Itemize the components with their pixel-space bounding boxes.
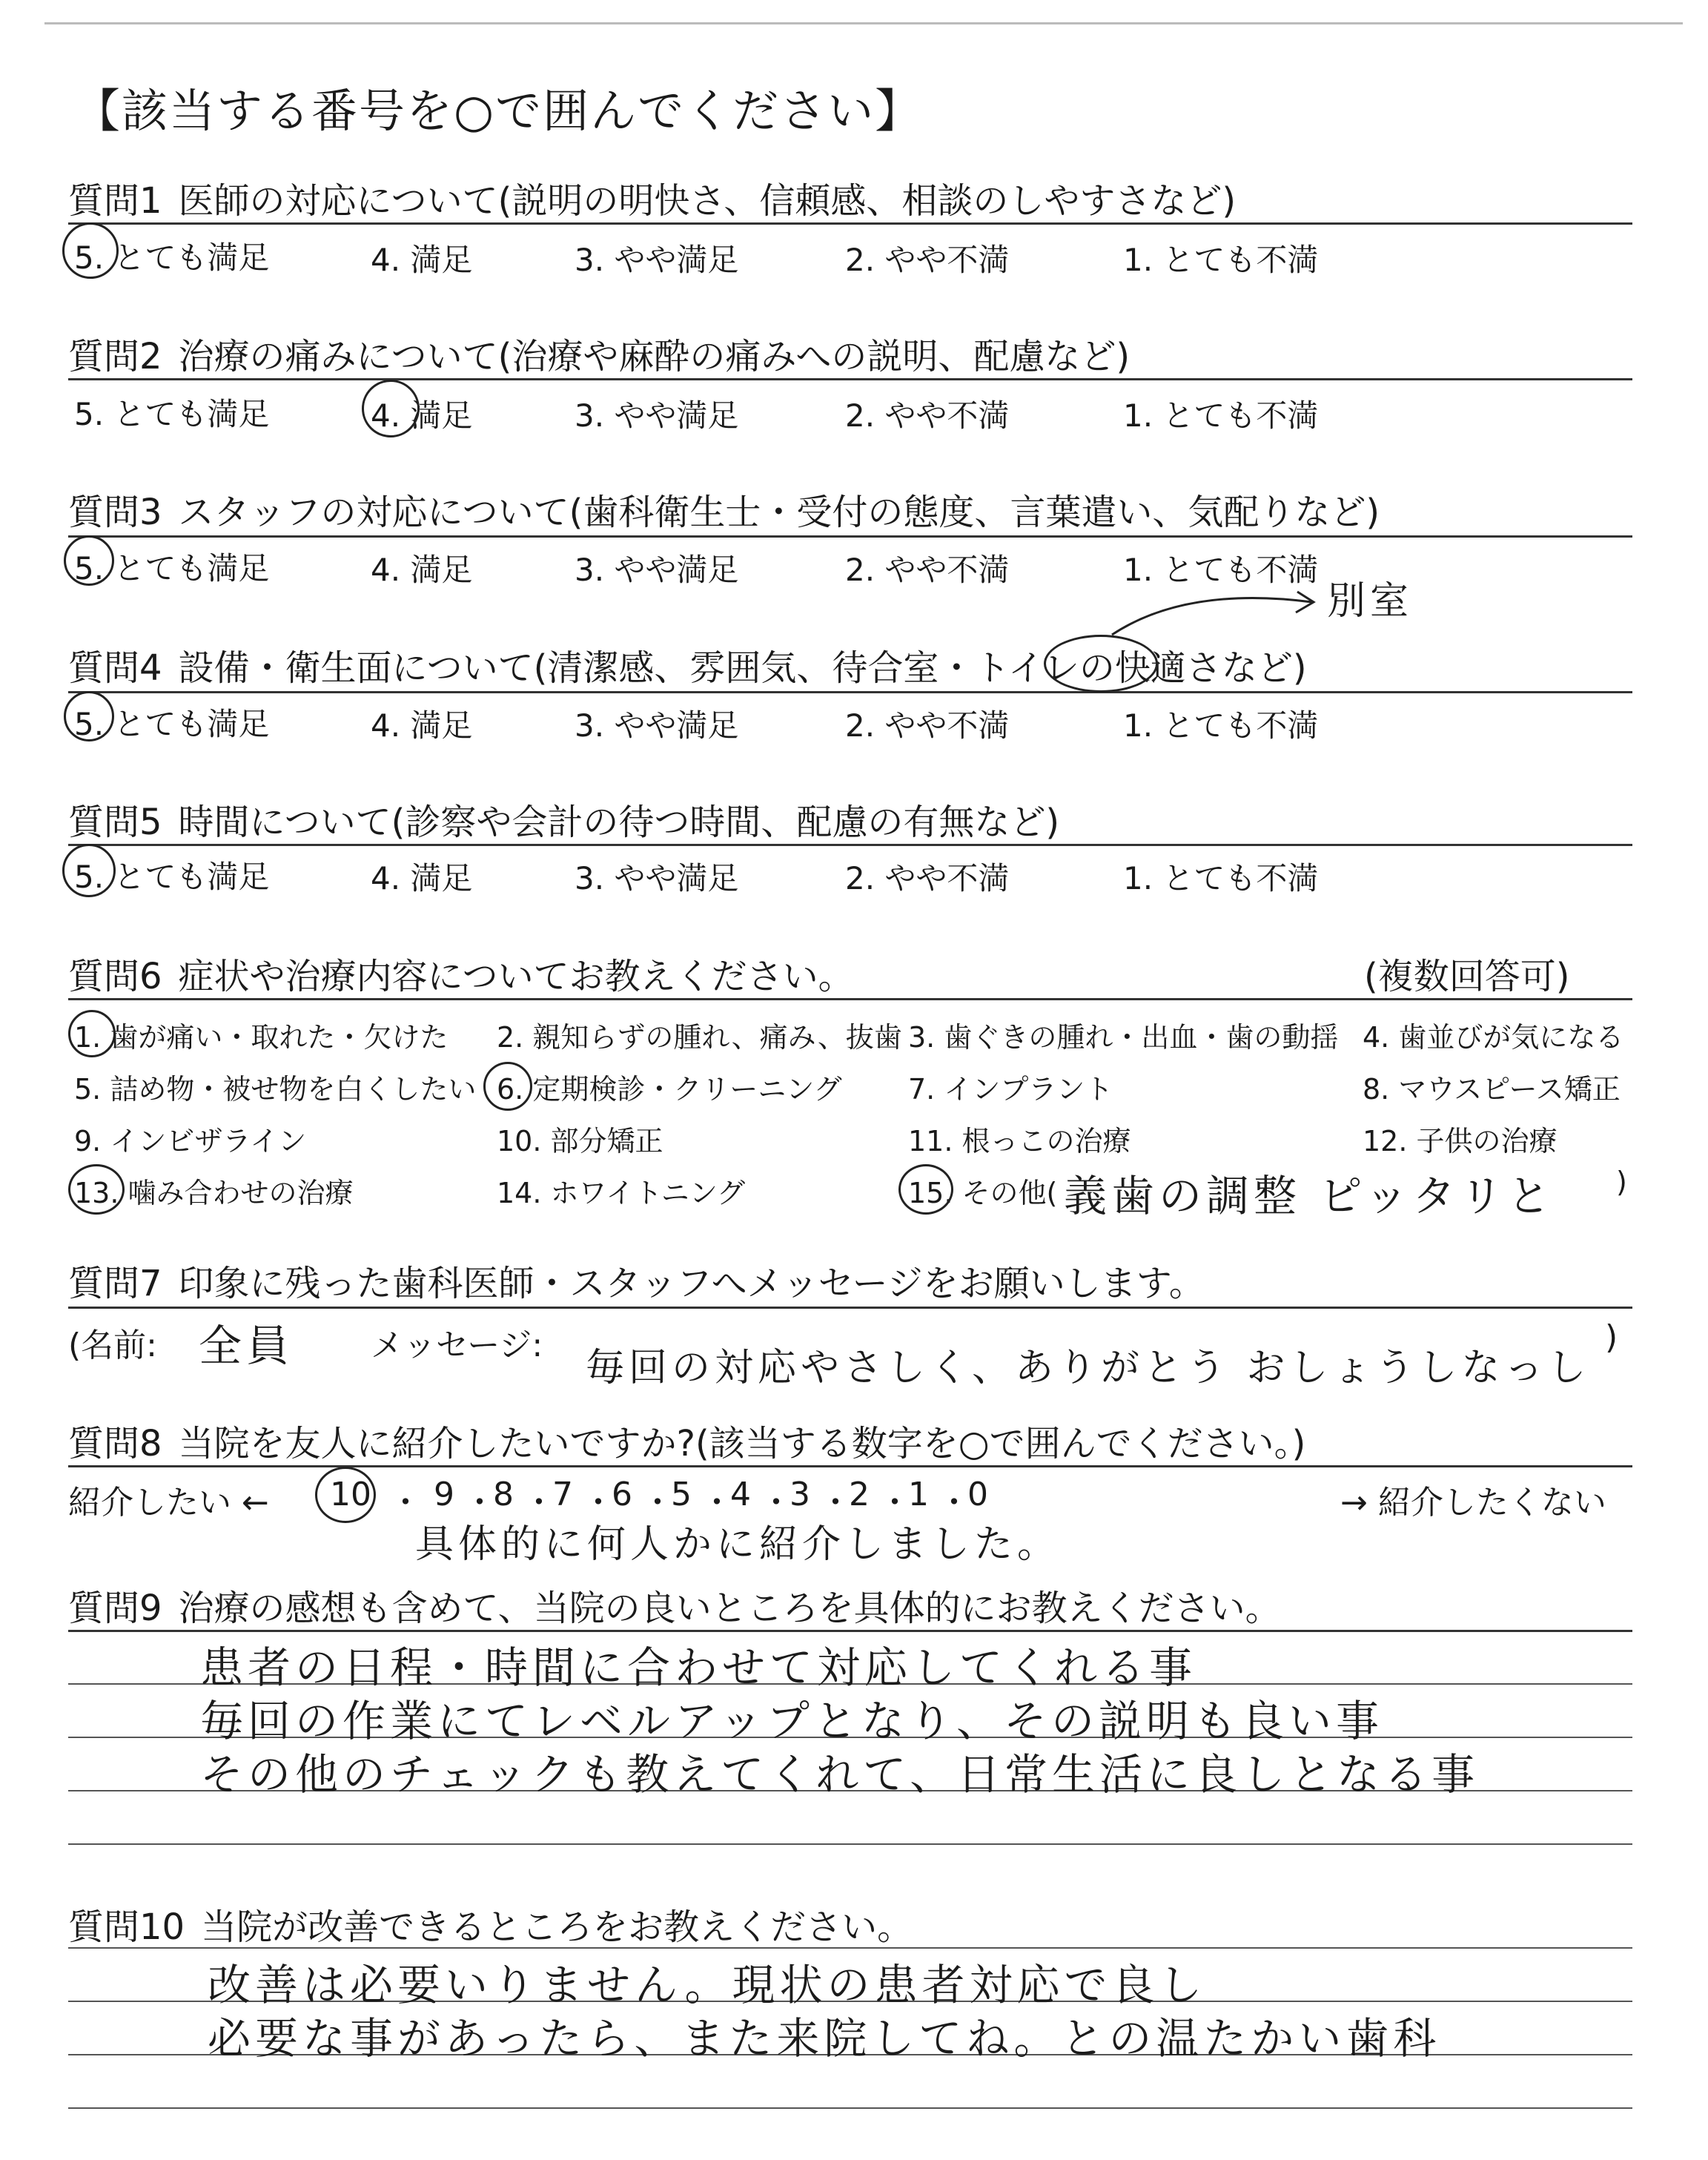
q3-option-3[interactable]: 3. やや満足 — [575, 552, 739, 588]
q8-scale-0[interactable]: 0 — [967, 1476, 988, 1513]
question-5-rule — [68, 844, 1632, 846]
question-3-text: スタッフの対応について(歯科衛生士・受付の態度、言葉遣い、気配りなど) — [178, 492, 1380, 533]
q3-option-2[interactable]: 2. やや不満 — [845, 552, 1010, 588]
q6-item-8[interactable]: 8. マウスピース矯正 — [1363, 1073, 1621, 1106]
q7-name-label: (名前: — [68, 1327, 157, 1364]
q2-option-5[interactable]: 5. とても満足 — [74, 396, 270, 432]
question-8-header — [68, 1415, 1305, 1466]
q9-answer-line-1: 患者の日程・時間に合わせて対応してくれる事 — [200, 1642, 1197, 1693]
q5-selected-circle — [62, 844, 116, 897]
question-6-text: 症状や治療内容についてお教えください。 — [178, 956, 854, 997]
question-10-number: 質問10 — [68, 1906, 185, 1948]
q8-scale-10[interactable]: 10 — [330, 1476, 371, 1513]
q6-item-9[interactable]: 9. インビザライン — [74, 1125, 307, 1157]
q8-scale-4[interactable]: 4 — [730, 1476, 751, 1513]
question-7-header — [68, 1255, 1205, 1306]
q4-option-5[interactable]: 5. とても満足 — [74, 706, 270, 742]
q4-selected-circle — [64, 691, 114, 742]
q8-scale-sep: ・ — [938, 1484, 970, 1522]
q8-scale-6[interactable]: 6 — [612, 1476, 632, 1513]
question-5-text: 時間について(診察や会計の待つ時間、配慮の有無など) — [178, 802, 1060, 843]
question-7-rule — [68, 1307, 1632, 1309]
q6-item-6[interactable]: 6. 定期検診・クリーニング — [497, 1073, 842, 1106]
q6-item-12[interactable]: 12. 子供の治療 — [1363, 1125, 1558, 1157]
q8-scale-sep: ・ — [463, 1484, 496, 1522]
q6-item-2[interactable]: 2. 親知らずの腫れ、痛み、抜歯 — [497, 1021, 902, 1054]
q6-item-3[interactable]: 3. 歯ぐきの腫れ・出血・歯の動揺 — [908, 1021, 1339, 1054]
q6-other-answer: 義歯の調整 ピッタリと — [1064, 1171, 1555, 1221]
q9-answer-line-2: 毎回の作業にてレベルアップとなり、その説明も良い事 — [200, 1696, 1383, 1746]
q8-scale-sep: ・ — [760, 1484, 792, 1522]
q6-item-1[interactable]: 1. 歯が痛い・取れた・欠けた — [74, 1021, 448, 1054]
q6-item-10[interactable]: 10. 部分矯正 — [497, 1125, 663, 1157]
q6-selected-circle-1 — [68, 1010, 116, 1057]
question-1-number: 質問1 — [68, 180, 162, 222]
q10-answer-line — [68, 2107, 1632, 2109]
question-7-text: 印象に残った歯科医師・スタッフへメッセージをお願いします。 — [178, 1263, 1205, 1304]
q8-scale-7[interactable]: 7 — [552, 1476, 573, 1513]
q5-option-4[interactable]: 4. 満足 — [371, 860, 473, 896]
q6-item-7[interactable]: 7. インプラント — [908, 1073, 1113, 1106]
q6-item-5[interactable]: 5. 詰め物・被せ物を白くしたい — [74, 1073, 477, 1106]
q4-handwritten-note: 別室 — [1327, 579, 1414, 624]
q5-option-1[interactable]: 1. とても不満 — [1123, 860, 1319, 896]
q3-option-5[interactable]: 5. とても満足 — [74, 550, 270, 587]
question-1-text: 医師の対応について(説明の明快さ、信頼感、相談のしやすさなど) — [178, 180, 1237, 222]
question-9-header — [68, 1579, 1281, 1631]
q2-option-4[interactable]: 4. 満足 — [371, 397, 473, 434]
q8-right-label: → 紹介したくない — [1340, 1484, 1606, 1522]
q9-answer-line — [68, 1843, 1632, 1845]
q6-selected-circle-15 — [898, 1164, 953, 1215]
q7-message-value: 毎回の対応やさしく、ありがとう おしょうしなっし — [586, 1346, 1591, 1390]
q7-message-label: メッセージ: — [371, 1327, 543, 1364]
question-3-number: 質問3 — [68, 492, 162, 533]
q3-option-4[interactable]: 4. 満足 — [371, 552, 473, 588]
question-6-multi-note: (複数回答可) — [1364, 956, 1570, 997]
q5-option-2[interactable]: 2. やや不満 — [845, 860, 1010, 896]
page-title: 【該当する番号を○で囲んでください】 — [74, 84, 923, 138]
q8-scale-sep: ・ — [878, 1484, 911, 1522]
q3-option-1[interactable]: 1. とても不満 — [1123, 552, 1319, 588]
question-7-number: 質問7 — [68, 1263, 162, 1304]
q2-option-2[interactable]: 2. やや不満 — [845, 397, 1010, 434]
q6-item-4[interactable]: 4. 歯並びが気になる — [1363, 1021, 1624, 1054]
question-8-rule — [68, 1465, 1632, 1467]
q7-close-paren: ) — [1605, 1318, 1618, 1356]
q2-option-1[interactable]: 1. とても不満 — [1123, 397, 1319, 434]
question-6-number: 質問6 — [68, 956, 162, 997]
question-6-header — [68, 948, 854, 999]
question-9-number: 質問9 — [68, 1588, 162, 1629]
q6-other-close: ) — [1616, 1166, 1627, 1198]
q8-selected-circle — [315, 1467, 376, 1523]
q9-answer-line-3: その他のチェックも教えてくれて、日常生活に良しとなる事 — [200, 1749, 1480, 1800]
q6-item-13[interactable]: 13. 噛み合わせの治療 — [74, 1177, 354, 1209]
q1-option-5[interactable]: 5. とても満足 — [74, 240, 270, 276]
q1-option-4[interactable]: 4. 満足 — [371, 242, 473, 278]
q8-scale-sep: ・ — [582, 1484, 615, 1522]
q8-scale-3[interactable]: 3 — [790, 1476, 810, 1513]
question-4-number: 質問4 — [68, 647, 162, 689]
question-5-header — [68, 793, 1059, 845]
question-9-text: 治療の感想も含めて、当院の良いところを具体的にお教えください。 — [178, 1588, 1281, 1629]
question-2-text: 治療の痛みについて(治療や麻酔の痛みへの説明、配慮など) — [178, 336, 1131, 377]
q8-scale-2[interactable]: 2 — [849, 1476, 870, 1513]
q6-item-15[interactable]: 15. その他( — [908, 1177, 1058, 1209]
q5-option-5[interactable]: 5. とても満足 — [74, 859, 270, 895]
question-2-number: 質問2 — [68, 336, 162, 377]
q10-answer-line — [68, 1947, 1632, 1949]
q8-left-label: 紹介したい ← — [68, 1484, 269, 1522]
question-10-header — [68, 1898, 913, 1949]
q8-scale-sep: ・ — [523, 1484, 555, 1522]
q8-scale-sep: ・ — [389, 1484, 422, 1522]
q10-answer-line-1: 改善は必要いりません。現状の患者対応で良し — [208, 1960, 1207, 2010]
q8-scale-1[interactable]: 1 — [908, 1476, 929, 1513]
question-4-text: 設備・衛生面について(清潔感、雰囲気、待合室・トイレの快適さなど) — [178, 647, 1307, 689]
q8-comment: 具体的に何人かに紹介しました。 — [415, 1522, 1061, 1567]
q1-option-2[interactable]: 2. やや不満 — [845, 242, 1010, 278]
q8-scale-sep: ・ — [819, 1484, 852, 1522]
question-6-rule — [68, 998, 1632, 1000]
question-8-text: 当院を友人に紹介したいですか?(該当する数字を○で囲んでください。) — [178, 1423, 1306, 1464]
q6-selected-circle-13 — [68, 1164, 125, 1215]
q8-scale-sep: ・ — [641, 1484, 674, 1522]
q5-option-3[interactable]: 3. やや満足 — [575, 860, 739, 896]
q2-option-3[interactable]: 3. やや満足 — [575, 397, 739, 434]
q1-option-1[interactable]: 1. とても不満 — [1123, 242, 1319, 278]
question-5-number: 質問5 — [68, 802, 162, 843]
q6-item-14[interactable]: 14. ホワイトニング — [497, 1177, 746, 1209]
q4-option-4[interactable]: 4. 満足 — [371, 707, 473, 744]
q6-item-11[interactable]: 11. 根っこの治療 — [908, 1125, 1131, 1157]
question-9-rule — [68, 1630, 1632, 1632]
q4-option-2[interactable]: 2. やや不満 — [845, 707, 1010, 744]
q1-option-3[interactable]: 3. やや満足 — [575, 242, 739, 278]
q8-scale-8[interactable]: 8 — [493, 1476, 514, 1513]
question-8-number: 質問8 — [68, 1423, 162, 1464]
q6-selected-circle-6 — [483, 1062, 532, 1111]
q4-option-1[interactable]: 1. とても不満 — [1123, 707, 1319, 744]
q7-name-value: 全員 — [199, 1321, 294, 1371]
q8-scale-5[interactable]: 5 — [671, 1476, 692, 1513]
q8-scale-sep: ・ — [701, 1484, 733, 1522]
q8-scale-9[interactable]: 9 — [434, 1476, 454, 1513]
q4-option-3[interactable]: 3. やや満足 — [575, 707, 739, 744]
q10-answer-line-2: 必要な事があったら、また来院してね。との温たかい歯科 — [208, 2013, 1441, 2064]
question-10-text: 当院が改善できるところをお教えください。 — [201, 1906, 913, 1948]
